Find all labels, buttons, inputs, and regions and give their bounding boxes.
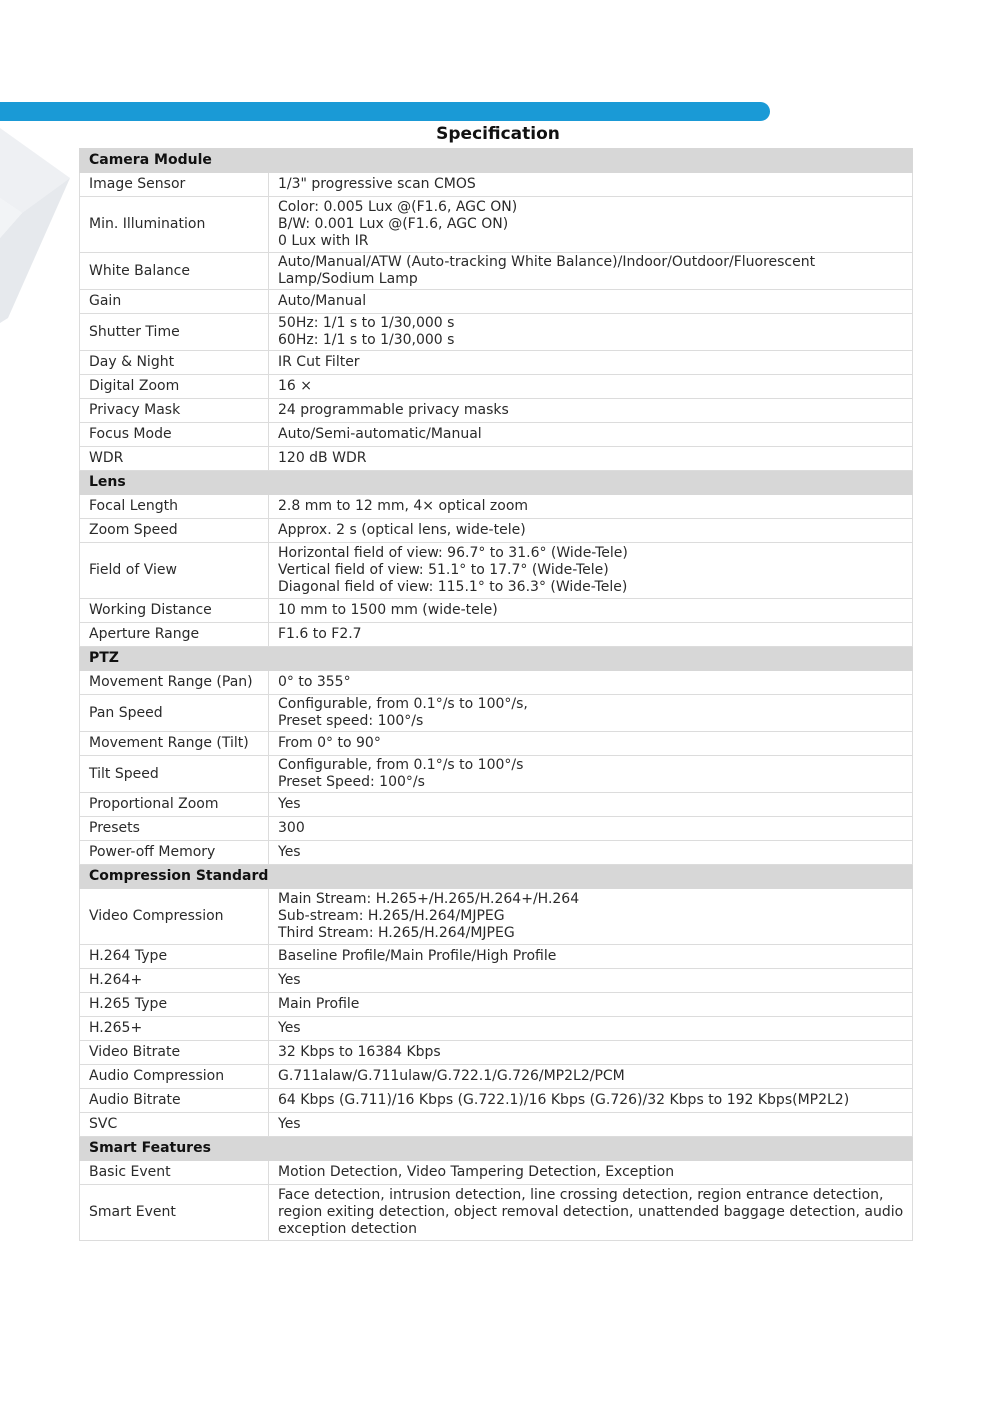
spec-value — [269, 375, 913, 399]
spec-value-line: Preset speed: 100°/s — [278, 713, 424, 729]
spec-value — [269, 671, 913, 695]
spec-value — [269, 695, 913, 732]
spec-value-line: 1/3" progressive scan CMOS — [278, 176, 476, 192]
spec-label: Image Sensor — [80, 173, 269, 197]
spec-row — [80, 695, 913, 732]
spec-value-line: Diagonal field of view: 115.1° to 36.3° (Wide-Tele) — [278, 579, 628, 595]
section-title: PTZ — [80, 647, 913, 671]
spec-value — [269, 495, 913, 519]
spec-value-line: Sub-stream: H.265/H.264/MJPEG — [278, 908, 505, 924]
spec-value — [269, 447, 913, 471]
spec-row — [80, 1041, 913, 1065]
spec-value — [269, 253, 913, 290]
spec-value — [269, 1113, 913, 1137]
spec-value-line: Baseline Profile/Main Profile/High Profile — [278, 948, 557, 964]
spec-value-line: 120 dB WDR — [278, 450, 367, 466]
header-accent-bar — [0, 102, 770, 121]
spec-value — [269, 623, 913, 647]
spec-value-line: Configurable, from 0.1°/s to 100°/s — [278, 757, 524, 773]
spec-row — [80, 375, 913, 399]
spec-value-line: Auto/Manual/ATW (Auto-tracking White Balance)/Indoor/Outdoor/Fluorescent — [278, 254, 816, 270]
spec-value — [269, 1017, 913, 1041]
spec-value — [269, 399, 913, 423]
spec-label: Basic Event — [80, 1161, 269, 1185]
section-header — [80, 149, 913, 173]
spec-label: H.264+ — [80, 969, 269, 993]
spec-row — [80, 197, 913, 253]
spec-label: H.265+ — [80, 1017, 269, 1041]
spec-row — [80, 623, 913, 647]
spec-row — [80, 599, 913, 623]
spec-value-line: 32 Kbps to 16384 Kbps — [278, 1044, 441, 1060]
spec-value — [269, 1041, 913, 1065]
spec-value-line: Configurable, from 0.1°/s to 100°/s, — [278, 696, 528, 712]
spec-value-line: Approx. 2 s (optical lens, wide-tele) — [278, 522, 526, 538]
spec-row — [80, 756, 913, 793]
spec-value-line: 300 — [278, 820, 305, 836]
section-header — [80, 471, 913, 495]
spec-label: Day & Night — [80, 351, 269, 375]
spec-value — [269, 543, 913, 599]
spec-value-line: IR Cut Filter — [278, 354, 360, 370]
spec-row — [80, 447, 913, 471]
spec-value-line: Yes — [278, 972, 301, 988]
spec-value — [269, 423, 913, 447]
spec-value — [269, 756, 913, 793]
spec-label: Video Bitrate — [80, 1041, 269, 1065]
spec-value-line: B/W: 0.001 Lux @(F1.6, AGC ON) — [278, 216, 509, 232]
section-title: Lens — [80, 471, 913, 495]
spec-value — [269, 793, 913, 817]
spec-row — [80, 1113, 913, 1137]
spec-value-line: Yes — [278, 844, 301, 860]
spec-row — [80, 889, 913, 945]
spec-label: Video Compression — [80, 889, 269, 945]
section-title: Camera Module — [80, 149, 913, 173]
spec-table — [79, 148, 913, 1241]
spec-value — [269, 1089, 913, 1113]
spec-value-line: Main Profile — [278, 996, 360, 1012]
spec-value-line: Motion Detection, Video Tampering Detection, Exception — [278, 1164, 675, 1180]
spec-row — [80, 173, 913, 197]
spec-value — [269, 945, 913, 969]
spec-label: Shutter Time — [80, 314, 269, 351]
spec-value — [269, 817, 913, 841]
spec-label: Zoom Speed — [80, 519, 269, 543]
spec-label: Working Distance — [80, 599, 269, 623]
spec-label: Pan Speed — [80, 695, 269, 732]
spec-label: H.264 Type — [80, 945, 269, 969]
page-title: Specification — [436, 124, 560, 144]
spec-value-line: From 0° to 90° — [278, 735, 381, 751]
spec-row — [80, 817, 913, 841]
spec-value-line: Third Stream: H.265/H.264/MJPEG — [278, 925, 515, 941]
spec-value — [269, 351, 913, 375]
spec-value-line: region exiting detection, object removal detection, unattended baggage detection, audio — [278, 1204, 904, 1220]
spec-row — [80, 253, 913, 290]
spec-label: Smart Event — [80, 1185, 269, 1241]
spec-value — [269, 519, 913, 543]
spec-label: Digital Zoom — [80, 375, 269, 399]
spec-label: H.265 Type — [80, 993, 269, 1017]
spec-label: Power-off Memory — [80, 841, 269, 865]
spec-row — [80, 314, 913, 351]
spec-value-line: Vertical field of view: 51.1° to 17.7° (Wide-Tele) — [278, 562, 609, 578]
spec-label: Focus Mode — [80, 423, 269, 447]
spec-row — [80, 671, 913, 695]
spec-value-line: Horizontal field of view: 96.7° to 31.6° (Wide-Tele) — [278, 545, 628, 561]
section-header — [80, 865, 913, 889]
spec-label: Tilt Speed — [80, 756, 269, 793]
decorative-star-watermark — [0, 118, 80, 328]
spec-row — [80, 969, 913, 993]
spec-label: Min. Illumination — [80, 197, 269, 253]
spec-row — [80, 1161, 913, 1185]
spec-value-line: 64 Kbps (G.711)/16 Kbps (G.722.1)/16 Kbps (G.726)/32 Kbps to 192 Kbps(MP2L2) — [278, 1092, 850, 1108]
spec-value-line: Lamp/Sodium Lamp — [278, 271, 418, 287]
spec-label: Presets — [80, 817, 269, 841]
spec-value-line: Yes — [278, 1116, 301, 1132]
spec-value-line: Auto/Semi-automatic/Manual — [278, 426, 482, 442]
spec-row — [80, 793, 913, 817]
spec-value-line: 2.8 mm to 12 mm, 4× optical zoom — [278, 498, 529, 514]
spec-label: White Balance — [80, 253, 269, 290]
spec-label: Movement Range (Pan) — [80, 671, 269, 695]
spec-label: Proportional Zoom — [80, 793, 269, 817]
spec-label: Audio Compression — [80, 1065, 269, 1089]
spec-row — [80, 351, 913, 375]
spec-row — [80, 1065, 913, 1089]
spec-value — [269, 290, 913, 314]
spec-label: SVC — [80, 1113, 269, 1137]
spec-row — [80, 519, 913, 543]
spec-label: Gain — [80, 290, 269, 314]
spec-value-line: Auto/Manual — [278, 293, 367, 309]
spec-value-line: 16 × — [278, 378, 312, 394]
spec-label: Movement Range (Tilt) — [80, 732, 269, 756]
spec-value-line: Yes — [278, 1020, 301, 1036]
spec-label: Audio Bitrate — [80, 1089, 269, 1113]
spec-value-line: 24 programmable privacy masks — [278, 402, 509, 418]
spec-value — [269, 173, 913, 197]
spec-value-line: Yes — [278, 796, 301, 812]
spec-value — [269, 1161, 913, 1185]
spec-value-line: G.711alaw/G.711ulaw/G.722.1/G.726/MP2L2/PCM — [278, 1068, 625, 1084]
spec-value-line: 60Hz: 1/1 s to 1/30,000 s — [278, 332, 455, 348]
spec-value-line: 10 mm to 1500 mm (wide-tele) — [278, 602, 498, 618]
spec-row — [80, 945, 913, 969]
spec-label: Aperture Range — [80, 623, 269, 647]
spec-value — [269, 197, 913, 253]
section-title: Compression Standard — [80, 865, 913, 889]
spec-row — [80, 732, 913, 756]
spec-label: WDR — [80, 447, 269, 471]
spec-value-line: 50Hz: 1/1 s to 1/30,000 s — [278, 315, 455, 331]
section-title: Smart Features — [80, 1137, 913, 1161]
spec-value — [269, 1065, 913, 1089]
spec-value-line: Face detection, intrusion detection, line crossing detection, region entrance detection, — [278, 1187, 884, 1203]
spec-value — [269, 993, 913, 1017]
spec-value — [269, 314, 913, 351]
spec-value-line: F1.6 to F2.7 — [278, 626, 362, 642]
spec-row — [80, 993, 913, 1017]
spec-value-line: Main Stream: H.265+/H.265/H.264+/H.264 — [278, 891, 580, 907]
spec-value-line: exception detection — [278, 1221, 417, 1237]
spec-row — [80, 543, 913, 599]
spec-value — [269, 599, 913, 623]
spec-value-line: 0° to 355° — [278, 674, 351, 690]
spec-value — [269, 1185, 913, 1241]
spec-row — [80, 423, 913, 447]
spec-value-line: Preset Speed: 100°/s — [278, 774, 425, 790]
spec-row — [80, 1017, 913, 1041]
spec-value — [269, 969, 913, 993]
spec-label: Privacy Mask — [80, 399, 269, 423]
spec-label: Focal Length — [80, 495, 269, 519]
spec-value — [269, 889, 913, 945]
spec-row — [80, 495, 913, 519]
spec-value-line: 0 Lux with IR — [278, 233, 369, 249]
spec-row — [80, 1185, 913, 1241]
spec-row — [80, 1089, 913, 1113]
spec-value — [269, 732, 913, 756]
spec-value-line: Color: 0.005 Lux @(F1.6, AGC ON) — [278, 199, 518, 215]
spec-value — [269, 841, 913, 865]
spec-row — [80, 399, 913, 423]
spec-row — [80, 841, 913, 865]
spec-label: Field of View — [80, 543, 269, 599]
section-header — [80, 647, 913, 671]
spec-row — [80, 290, 913, 314]
section-header — [80, 1137, 913, 1161]
